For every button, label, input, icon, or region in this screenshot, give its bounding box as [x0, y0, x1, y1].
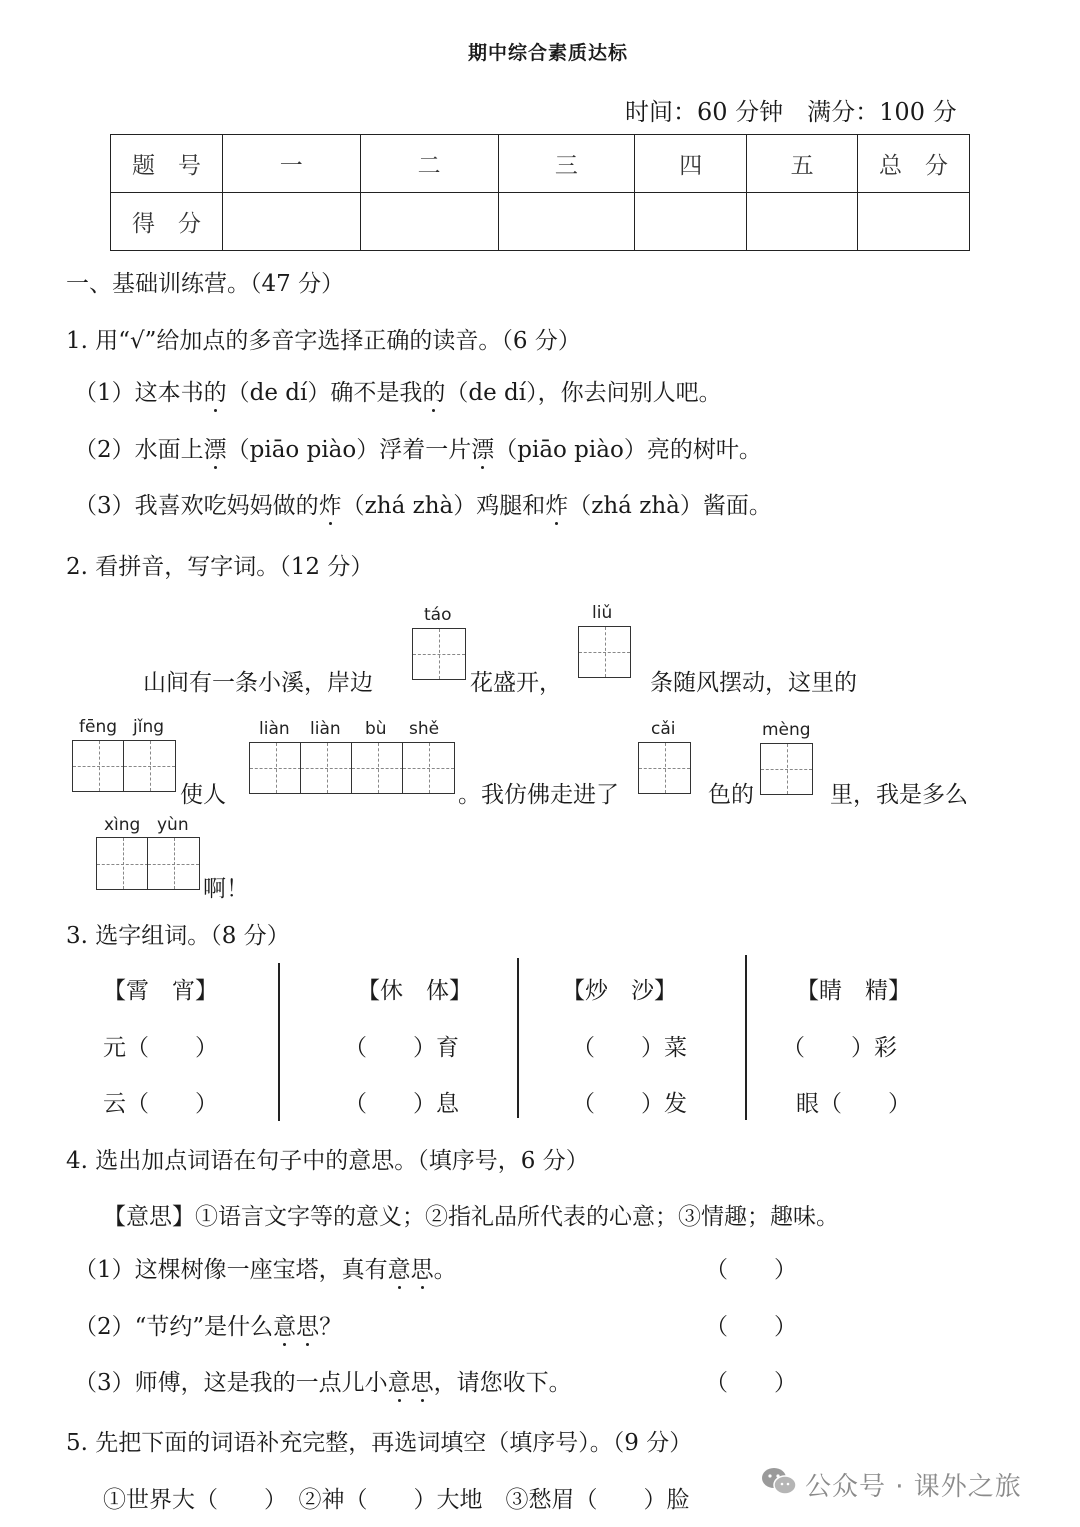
pinyin: liǔ — [592, 603, 613, 623]
writing-grid[interactable] — [638, 742, 691, 794]
writing-grid[interactable] — [96, 837, 200, 890]
q2-text: 啊！ — [203, 876, 249, 902]
writing-grid[interactable] — [412, 628, 466, 680]
header-cell: 三 — [498, 135, 635, 193]
q2-text: 使人 — [180, 782, 226, 808]
pinyin: xìng — [104, 815, 141, 835]
q3-blank[interactable]: 眼（ ） — [796, 1091, 911, 1117]
score-cell[interactable] — [635, 193, 747, 251]
q4-answer-blank[interactable]: （ ） — [705, 1370, 797, 1396]
q3-blank[interactable]: （ ）发 — [572, 1091, 687, 1117]
q2-text: 山间有一条小溪，岸边 — [143, 670, 373, 696]
q1-item: （1）这本书的（de dí）确不是我的（de dí），你去问别人吧。 — [74, 374, 722, 407]
q4-item: （2）“节约”是什么意思？ — [74, 1308, 342, 1341]
q2-text: 花盛开， — [470, 670, 562, 696]
score-cell[interactable] — [222, 193, 360, 251]
header-cell: 二 — [360, 135, 498, 193]
q2-text: 条随风摆动，这里的 — [650, 670, 857, 696]
score-cell[interactable] — [360, 193, 498, 251]
q5-items: ①世界大（ ） ②神（ ）大地 ③愁眉（ ）脸 — [103, 1487, 690, 1513]
watermark: 公众号 · 课外之旅 — [805, 1472, 1022, 1502]
q3-blank[interactable]: （ ）息 — [344, 1091, 459, 1117]
score-cell[interactable] — [498, 193, 635, 251]
pinyin: liàn — [259, 719, 290, 739]
q2-text: 里，我是多么 — [830, 782, 968, 808]
q3-blank[interactable]: （ ）菜 — [572, 1035, 687, 1061]
score-table-score-row — [111, 193, 970, 251]
header-cell: 五 — [747, 135, 858, 193]
q3-blank[interactable]: （ ）育 — [344, 1035, 459, 1061]
writing-grid[interactable] — [578, 626, 631, 678]
q3-blank[interactable]: 元（ ） — [103, 1035, 218, 1061]
pinyin: fēng — [79, 717, 118, 737]
section-heading: 一、基础训练营。（47 分） — [66, 271, 345, 297]
column-divider — [278, 963, 280, 1121]
q3-prompt: 3. 选字组词。（8 分） — [66, 923, 290, 949]
q3-group-head: 【睛 精】 — [796, 978, 911, 1004]
pinyin: táo — [424, 605, 452, 625]
writing-grid[interactable] — [249, 742, 455, 794]
header-cell: 一 — [222, 135, 360, 193]
pinyin: cǎi — [651, 719, 676, 739]
q4-prompt: 4. 选出加点词语在句子中的意思。（填序号，6 分） — [66, 1148, 589, 1174]
wechat-icon — [760, 1466, 798, 1496]
row-label: 得 分 — [111, 193, 223, 251]
pinyin: bù — [365, 719, 387, 739]
q2-text: 色的 — [708, 782, 754, 808]
q4-meaning: 【意思】①语言文字等的意义；②指礼品所代表的心意；③情趣；趣味。 — [103, 1204, 839, 1230]
q3-group-head: 【休 体】 — [357, 978, 472, 1004]
q2-text: 。我仿佛走进了 — [458, 782, 619, 808]
q1-item: （3）我喜欢吃妈妈做的炸（zhá zhà）鸡腿和炸（zhá zhà）酱面。 — [74, 487, 772, 520]
q4-answer-blank[interactable]: （ ） — [705, 1257, 797, 1283]
q4-answer-blank[interactable]: （ ） — [705, 1314, 797, 1340]
q3-group-head: 【炒 沙】 — [562, 978, 677, 1004]
pinyin: yùn — [157, 815, 189, 835]
pinyin: mèng — [762, 720, 811, 740]
q3-group-head: 【霄 宵】 — [103, 978, 218, 1004]
q4-item: （1）这棵树像一座宝塔，真有意思。 — [74, 1251, 457, 1284]
q3-blank[interactable]: 云（ ） — [103, 1091, 218, 1117]
pinyin: shě — [409, 719, 440, 739]
header-cell: 总 分 — [858, 135, 970, 193]
exam-meta: 时间：60 分钟 满分：100 分 — [625, 98, 957, 126]
score-cell[interactable] — [747, 193, 858, 251]
pinyin: jǐng — [133, 717, 165, 737]
q1-item: （2）水面上漂（piāo piào）浮着一片漂（piāo piào）亮的树叶。 — [74, 431, 762, 464]
score-cell[interactable] — [858, 193, 970, 251]
q5-prompt: 5. 先把下面的词语补充完整，再选词填空（填序号）。（9 分） — [66, 1430, 693, 1456]
header-cell: 题 号 — [111, 135, 223, 193]
score-table-header-row — [111, 135, 970, 193]
pinyin: liàn — [310, 719, 341, 739]
writing-grid[interactable] — [760, 743, 813, 795]
header-cell: 四 — [635, 135, 747, 193]
q4-item: （3）师傅，这是我的一点儿小意思，请您收下。 — [74, 1364, 572, 1397]
q2-prompt: 2. 看拼音，写字词。（12 分） — [66, 554, 374, 580]
q3-blank[interactable]: （ ）彩 — [782, 1035, 897, 1061]
page-title: 期中综合素质达标 — [468, 42, 629, 64]
column-divider — [745, 955, 747, 1120]
writing-grid[interactable] — [72, 740, 176, 792]
score-table — [110, 134, 970, 251]
column-divider — [517, 958, 519, 1118]
q1-prompt: 1. 用“√”给加点的多音字选择正确的读音。（6 分） — [66, 328, 581, 354]
